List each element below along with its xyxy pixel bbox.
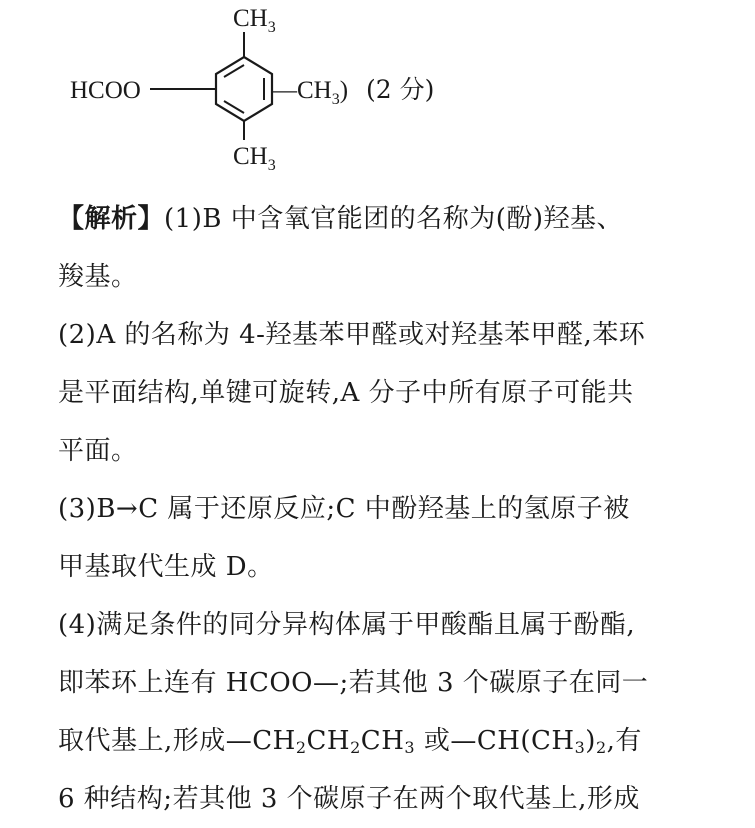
part2-line3: 平面。 xyxy=(58,436,138,466)
formate-group-label: HCOO xyxy=(70,77,141,104)
part3-line1: (3)B→C 属于还原反应;C 中酚羟基上的氢原子被 xyxy=(58,494,630,524)
part4-line1: (4)满足条件的同分异构体属于甲酸酯且属于酚酯, xyxy=(58,610,636,640)
bottom-methyl-label: $CH_3$ xyxy=(233,143,276,174)
part2-line2: 是平面结构,单键可旋转,A 分子中所有原子可能共 xyxy=(58,378,634,408)
right-methyl-label: $—CH_3$) xyxy=(272,77,349,108)
part1-line2: 羧基。 xyxy=(58,262,138,292)
part4-line4: 6 种结构;若其他 3 个碳原子在两个取代基上,形成 xyxy=(58,784,640,814)
part2-line1: (2)A 的名称为 4-羟基苯甲醛或对羟基苯甲醛,苯环 xyxy=(58,320,646,350)
top-methyl-label: $CH_3$ xyxy=(233,5,276,36)
part1-line1: (1)B 中含氧官能团的名称为(酚)羟基、 xyxy=(164,204,624,234)
score-annotation: (2 分) xyxy=(366,75,435,104)
part4-line2: 即苯环上连有 HCOO—;若其他 3 个碳原子在同一 xyxy=(58,668,649,698)
analysis-label: 【解析】 xyxy=(58,204,165,234)
structure-diagram xyxy=(0,0,520,180)
part4-line3: 取代基上,形成$—CH_2CH_2CH_3$ 或$—CH(CH_3)_2$,有 xyxy=(58,726,642,757)
part3-line2: 甲基取代生成 D。 xyxy=(58,552,274,582)
chemical-structure xyxy=(0,0,520,180)
analysis-line-1 xyxy=(58,190,728,248)
